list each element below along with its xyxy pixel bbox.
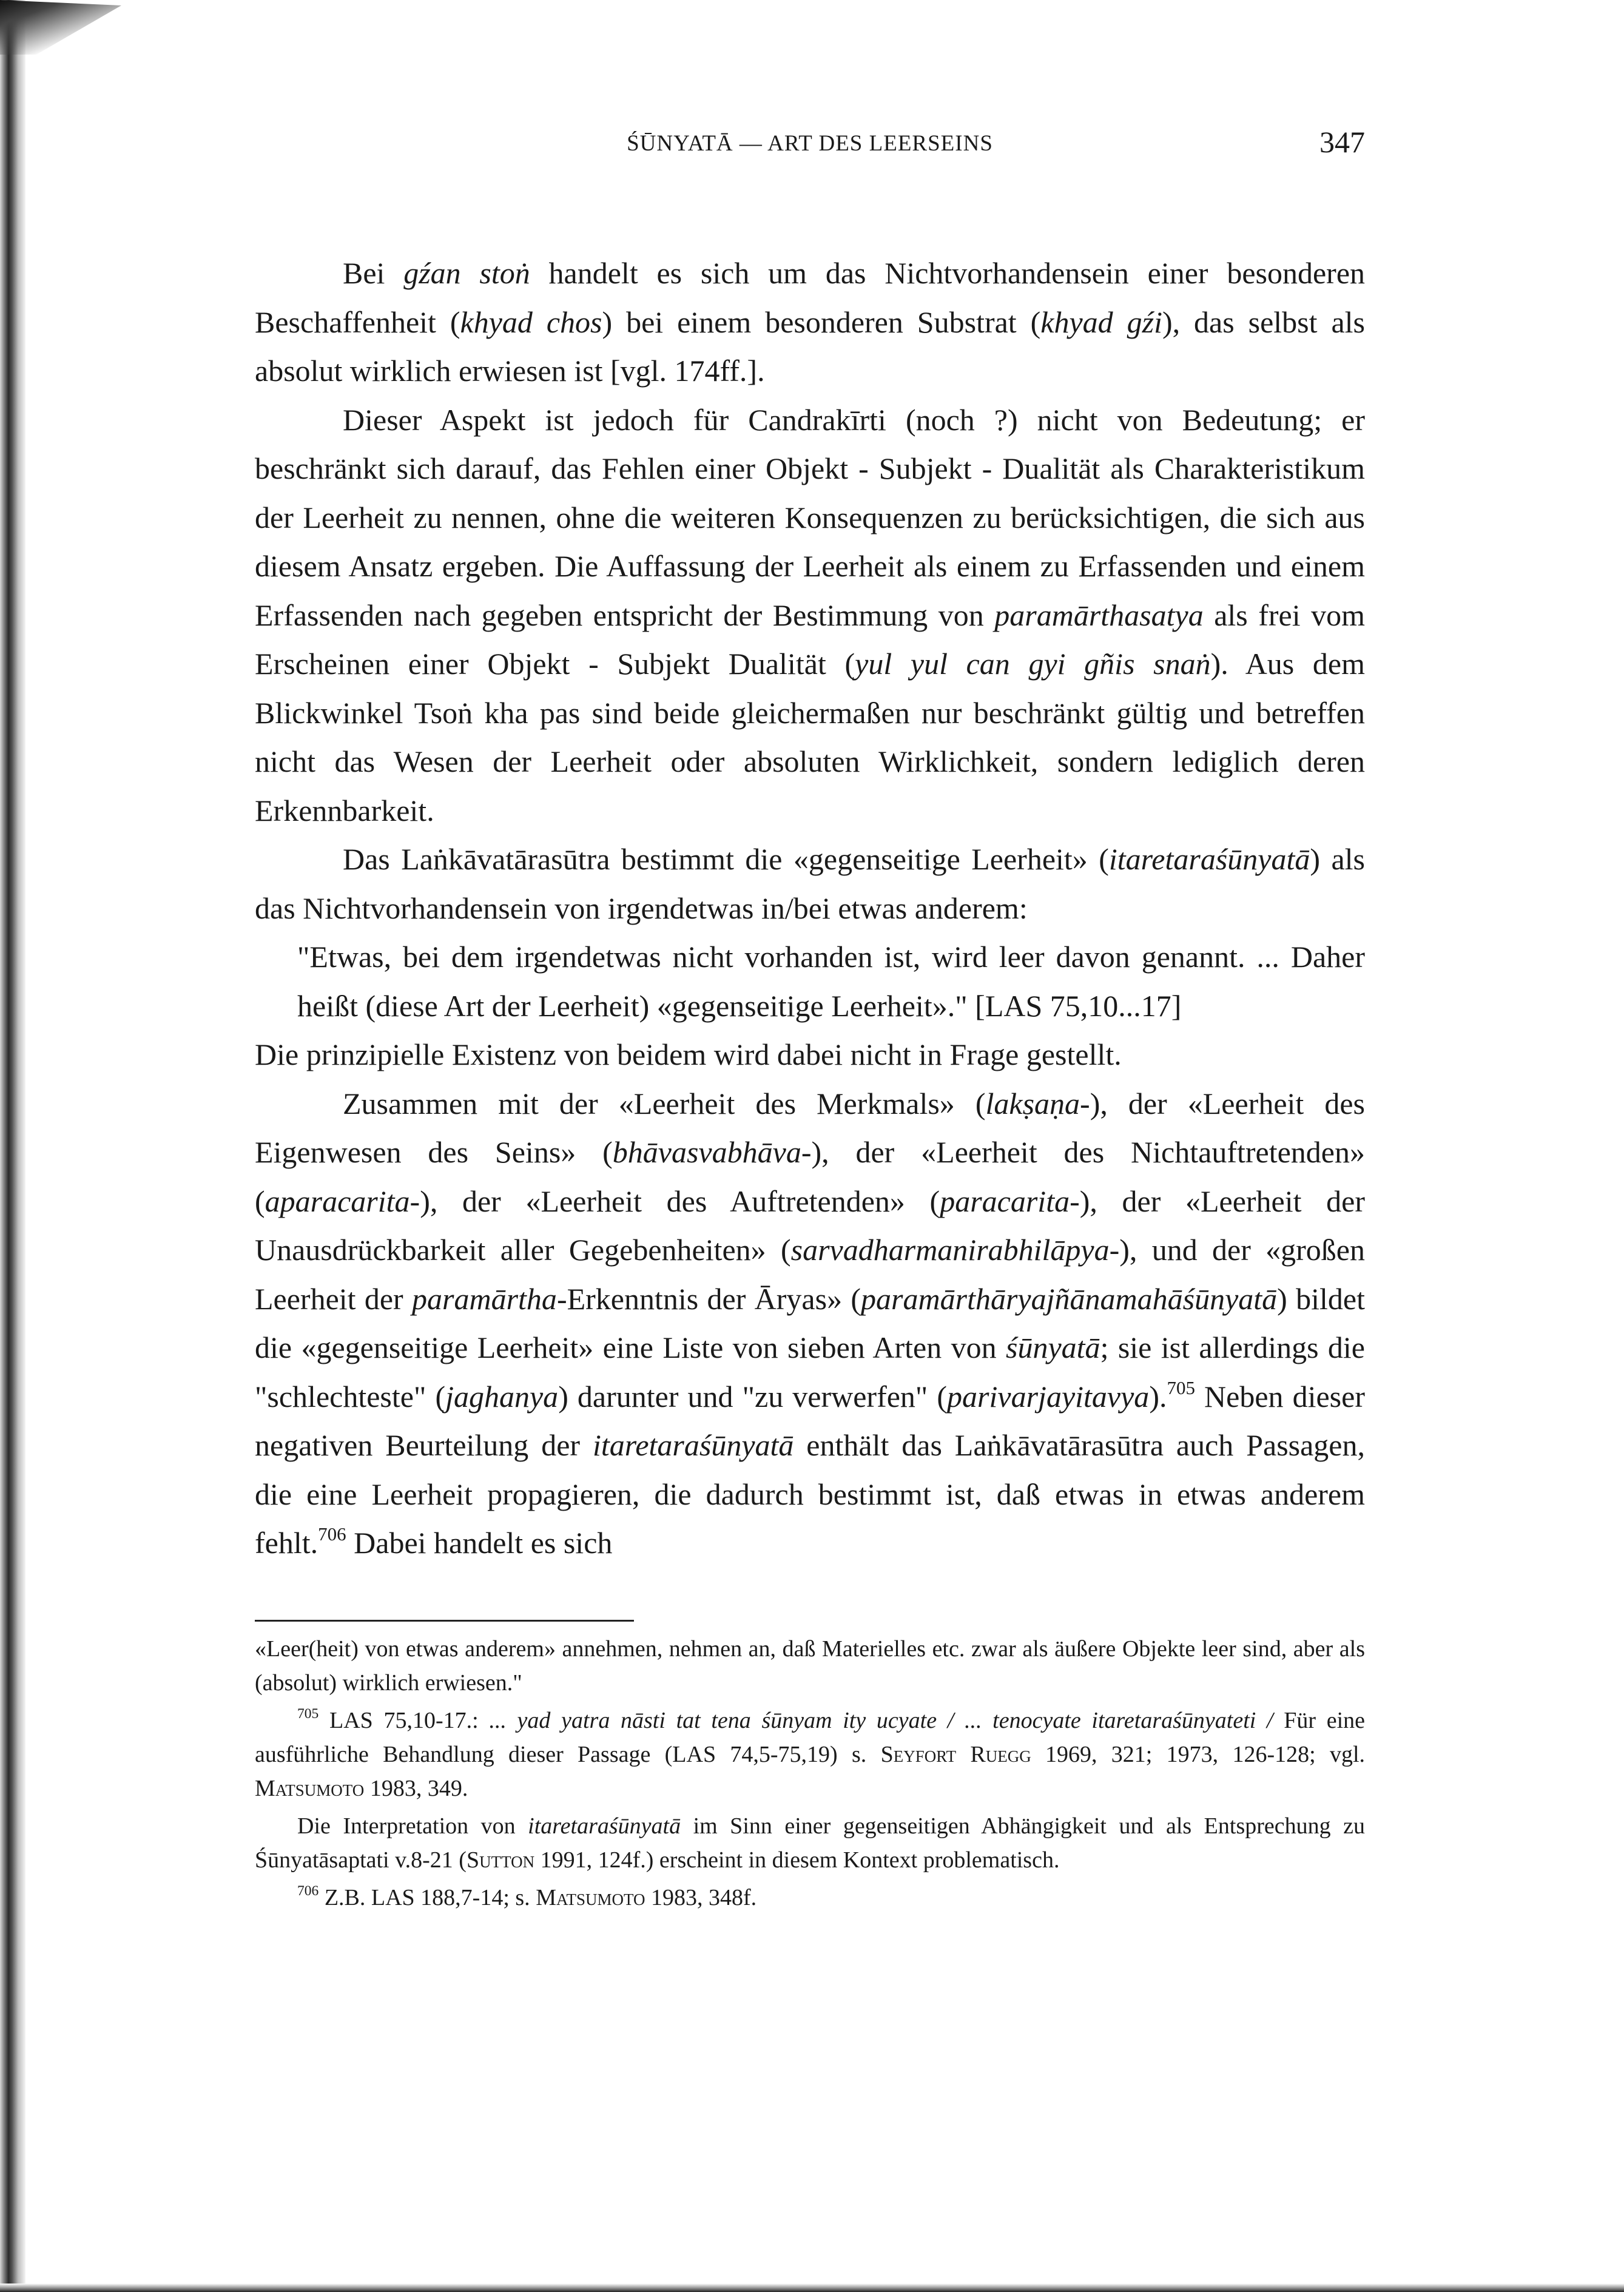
term: ... yad yatra nāsti tat tena śūnyam ity ucyate / ... tenocyate itaretaraśūnyateti / bbox=[489, 1708, 1273, 1733]
term: bhāvasvabhāva- bbox=[612, 1135, 812, 1169]
term: śūnyatā bbox=[1006, 1330, 1100, 1364]
text-run: 1969, 321; 1973, 126-128; vgl. bbox=[1031, 1742, 1366, 1767]
author-name: Matsumoto bbox=[536, 1885, 645, 1910]
term: paramārthāryajñānamahāśūnyatā bbox=[861, 1281, 1278, 1316]
text-run: Für eine ausführliche Behandlung dieser Passage (LAS 74,5-75,19) s. bbox=[255, 1708, 1365, 1767]
text-run: ; sie ist allerdings die "schlechteste" ( bbox=[255, 1330, 1365, 1414]
text-run: als frei vom Erscheinen einer Objekt - Subjekt Dualität ( bbox=[255, 598, 1366, 681]
text-run: Das Laṅkāvatārasūtra bestimmt die «gegenseitige Leerheit» ( bbox=[343, 842, 1109, 876]
text-run: handelt es sich um das Nichtvorhandensein einer besonderen Beschaffenheit ( bbox=[255, 256, 1366, 339]
term: itaretaraśūnyatā bbox=[592, 1428, 794, 1462]
running-title: ŚŪNYATĀ — ART DES LEERSEINS bbox=[627, 131, 993, 156]
term: jaghanya bbox=[445, 1379, 559, 1414]
text-run: ), und der «großen Leerheit der bbox=[255, 1233, 1365, 1316]
text-run: Bei bbox=[343, 256, 404, 290]
page-number: 347 bbox=[1319, 125, 1365, 159]
text-run: ) bei einem besonderen Substrat ( bbox=[602, 305, 1041, 339]
text-run: ) darunter und "zu verwerfen" ( bbox=[558, 1379, 948, 1414]
footnote-separator bbox=[255, 1620, 634, 1622]
footnote-number: 705 bbox=[297, 1706, 319, 1722]
paragraph-2 bbox=[255, 396, 1365, 835]
text-run: ). bbox=[1149, 1379, 1167, 1414]
term: khyad gźi bbox=[1040, 305, 1162, 339]
footnote-number: 706 bbox=[297, 1883, 319, 1899]
term: itaretaraśūnyatā bbox=[528, 1813, 681, 1839]
paragraph-5 bbox=[255, 1079, 1365, 1568]
page-header bbox=[255, 124, 1365, 161]
text-run: Die Interpretation von bbox=[297, 1813, 528, 1839]
text-run: 1983, 348f. bbox=[645, 1885, 757, 1910]
term: itaretaraśūnyatā bbox=[1108, 842, 1310, 876]
term: gźan stoṅ bbox=[403, 256, 530, 290]
footnote-continuation: «Leer(heit) von etwas anderem» annehmen, nehmen an, daß Materielles etc. zwar als äußere Objekte leer sind, aber als (absolut) wirklich erwiesen." bbox=[255, 1636, 1365, 1696]
text-run: LAS 75,10-17.: bbox=[318, 1708, 490, 1733]
main-text bbox=[255, 249, 1365, 1568]
term: yul yul can gyi gñis snaṅ bbox=[855, 647, 1211, 681]
text-run: ), das selbst als absolut wirklich erwiesen ist [vgl. 174ff.]. bbox=[255, 305, 1365, 388]
text-run: ), der «Leerheit der Unausdrückbarkeit aller Gegebenheiten» ( bbox=[255, 1184, 1365, 1267]
footnotes bbox=[255, 1632, 1365, 1918]
text-run: ), der «Leerheit des Nichtauftretenden» ( bbox=[255, 1135, 1365, 1218]
paragraph-4: Die prinzipielle Existenz von beidem wird dabei nicht in Frage gestellt. bbox=[255, 1037, 1122, 1071]
scan-bottom-edge bbox=[0, 2284, 1624, 2292]
text-run: ) als das Nichtvorhandensein von irgendetwas in/bei etwas anderem: bbox=[255, 842, 1365, 925]
text-run: Dabei handelt es sich bbox=[346, 1526, 613, 1560]
term: khyad chos bbox=[460, 305, 602, 339]
text-run: ), der «Leerheit des Auftretenden» ( bbox=[420, 1184, 940, 1218]
paragraph-1 bbox=[255, 249, 1365, 396]
term: paramārtha bbox=[412, 1281, 557, 1316]
footnote-705 bbox=[255, 1704, 1365, 1805]
text-run: -Erkenntnis der Āryas» ( bbox=[556, 1281, 861, 1316]
text-run: 1983, 349. bbox=[364, 1776, 468, 1801]
term: aparacarita- bbox=[264, 1184, 420, 1218]
term: paracarita- bbox=[940, 1184, 1080, 1218]
author-name: Matsumoto bbox=[255, 1776, 365, 1801]
text-run: ) bildet die «gegenseitige Leerheit» eine Liste von sieben Arten von bbox=[255, 1281, 1365, 1364]
text-run: Z.B. LAS 188,7-14; s. bbox=[318, 1885, 536, 1910]
text-run: Zusammen mit der «Leerheit des Merkmals» ( bbox=[343, 1086, 986, 1121]
term: parivarjayitavya bbox=[947, 1379, 1150, 1414]
footnote-ref-706: 706 bbox=[318, 1523, 346, 1545]
footnote-706 bbox=[255, 1881, 1365, 1915]
term: lakṣaṇa- bbox=[985, 1086, 1090, 1121]
book-spine-shadow bbox=[0, 0, 25, 2292]
term: paramārthasatya bbox=[994, 598, 1204, 632]
scan-corner-shadow bbox=[0, 0, 121, 55]
text-run: enthält das Laṅkāvatārasūtra auch Passagen, die eine Leerheit propagieren, die dadurch bestimmt ist, daß etwas in etwas anderem fehlt. bbox=[255, 1428, 1365, 1560]
text-run: Neben dieser negativen Beurteilung der bbox=[255, 1379, 1365, 1462]
text-run: ). Aus dem Blickwinkel Tsoṅ kha pas sind beide gleichermaßen nur beschränkt gültig und betreffen nicht das Wesen der Leerheit oder absoluten Wirklichkeit, sondern lediglich deren Erkennbarkeit. bbox=[255, 647, 1365, 827]
text-run: 1991, 124f.) erscheint in diesem Kontext problematisch. bbox=[534, 1847, 1060, 1873]
footnote-705-continued bbox=[255, 1809, 1365, 1877]
footnote-ref-705: 705 bbox=[1167, 1377, 1195, 1398]
text-run: Dieser Aspekt ist jedoch für Candrakīrti (noch ?) nicht von Bedeutung; er beschränkt sich darauf, das Fehlen einer Objekt - Subjekt - Dualität als Charakteristikum der Leerheit zu nennen, ohne die weiteren Konsequenzen zu berücksichtigen, die sich aus diesem Ansatz ergeben. Die Auffassung der Leerheit als einem zu Erfassenden und einem Erfassenden nach gegeben entspricht der Bestimmung von bbox=[255, 402, 1365, 632]
paragraph-3 bbox=[255, 835, 1365, 932]
text-run: im Sinn einer gegenseitigen Abhängigkeit und als Entsprechung zu Śūnyatāsaptati v.8-21 ( bbox=[255, 1813, 1365, 1873]
term: sarvadharmanirabhilāpya- bbox=[790, 1233, 1120, 1267]
block-quote: "Etwas, bei dem irgendetwas nicht vorhanden ist, wird leer davon genannt. ... Daher heißt (diese Art der Leerheit) «gegenseitige Leerheit»." [LAS 75,10...17] bbox=[297, 940, 1365, 1023]
author-name: Sutton bbox=[466, 1847, 535, 1873]
text-run: ), der «Leerheit des Eigenwesen des Seins» ( bbox=[255, 1086, 1365, 1169]
author-name: Seyfort Ruegg bbox=[880, 1742, 1031, 1767]
